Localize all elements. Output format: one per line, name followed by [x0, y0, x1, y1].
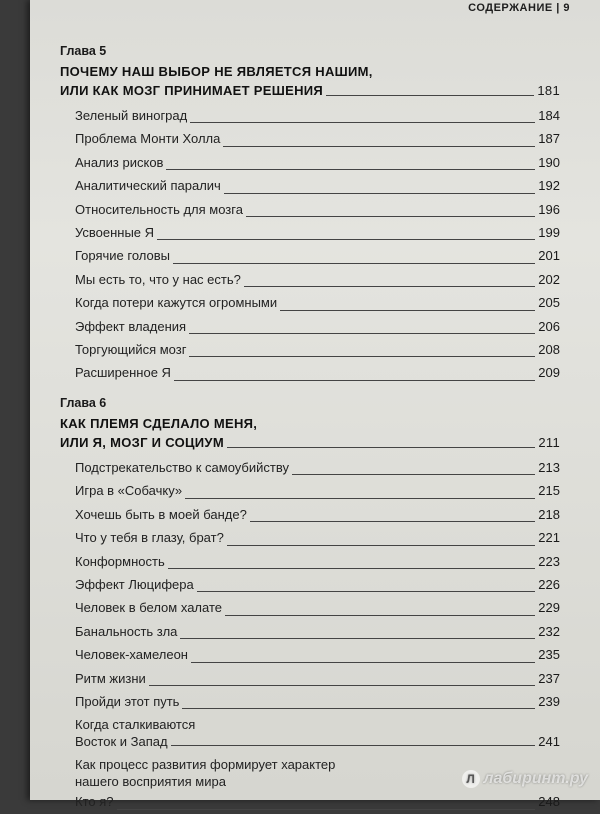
page-number: 226 [538, 577, 560, 593]
page-number: 218 [538, 506, 560, 522]
entry-line [75, 667, 560, 690]
entry-line [75, 198, 560, 221]
entry-title: Кто я? [75, 794, 114, 810]
toc-entry [75, 503, 560, 526]
entry-title: Ритм жизни [75, 670, 146, 686]
page-number: 208 [538, 342, 560, 358]
entry-title: Усвоенные Я [75, 225, 155, 241]
entry-line [75, 456, 560, 479]
entry-title: Конформность [75, 553, 165, 569]
entry-title: Пройди этот путь [75, 694, 180, 710]
leader-dots [174, 379, 535, 381]
entry-line [75, 526, 560, 549]
entry-line [75, 151, 560, 174]
chapter-title-line [60, 433, 560, 452]
toc-entry [75, 713, 560, 750]
entry-title: Аналитический паралич [75, 178, 221, 194]
entry-line [75, 244, 560, 267]
entry-line [75, 790, 560, 813]
chapter-title-text: ИЛИ КАК МОЗГ ПРИНИМАЕТ РЕШЕНИЯ [60, 83, 324, 98]
leader-dots [182, 707, 535, 709]
page-number: 223 [538, 553, 560, 569]
toc-entry [75, 291, 560, 314]
page-number: 213 [538, 460, 560, 475]
leader-dots [227, 544, 535, 546]
entry-list-tail [75, 713, 560, 813]
page-number: 241 [538, 734, 560, 750]
chapter-6 [60, 396, 560, 814]
entry-line [75, 550, 560, 573]
entry-title: Относительность для мозга [75, 201, 243, 217]
toc-entry [75, 550, 560, 573]
leader-dots [246, 215, 535, 217]
page-number: 205 [538, 295, 560, 311]
toc-entry [75, 479, 560, 502]
entry-title: Эффект Люцифера [75, 577, 194, 593]
watermark [462, 770, 588, 788]
entry-title: Проблема Монти Холла [75, 131, 221, 147]
entry-title: Анализ рисков [75, 154, 164, 170]
entry-line [75, 361, 560, 384]
leader-dots [244, 285, 535, 287]
chapter-title-line [60, 81, 560, 100]
entry-line [75, 127, 560, 150]
entry-title: Хочешь быть в моей банде? [75, 506, 247, 522]
page-number: 206 [538, 318, 560, 334]
watermark-text: лабиринт.ру [483, 770, 588, 787]
leader-dots [157, 238, 535, 240]
toc-entry [75, 338, 560, 361]
page-number: 229 [538, 600, 560, 616]
page-number: 209 [538, 365, 560, 381]
page-number: 211 [538, 435, 560, 450]
entry-line [75, 733, 560, 750]
page-number: 201 [538, 248, 560, 264]
page-number: 248 [538, 794, 560, 810]
entry-title: Зеленый виноград [75, 108, 188, 123]
labirint-logo-icon: Л [462, 770, 480, 788]
entry-title: Когда сталкиваются [75, 717, 196, 733]
toc-entry [75, 151, 560, 174]
leader-dots [225, 614, 535, 616]
entry-line [75, 573, 560, 596]
leader-dots [227, 446, 535, 448]
entry-title: Банальность зла [75, 623, 178, 639]
page-number: 232 [538, 623, 560, 639]
leader-dots [223, 145, 535, 147]
entry-title: нашего восприятия мира [75, 774, 226, 790]
leader-dots [168, 567, 536, 569]
entry-line [75, 620, 560, 643]
toc-entry [75, 573, 560, 596]
entry-title: Как процесс развития формирует характер [75, 757, 336, 773]
toc-entry [75, 127, 560, 150]
toc-entry [75, 174, 560, 197]
entry-title: Что у тебя в глазу, брат? [75, 530, 224, 546]
entry-line [75, 221, 560, 244]
chapter-title [60, 414, 560, 452]
leader-dots [190, 121, 535, 123]
page-number: 184 [538, 108, 560, 123]
entry-list [75, 456, 560, 713]
toc-entry [75, 456, 560, 479]
entry-line [75, 315, 560, 338]
leader-dots [166, 168, 535, 170]
chapter-label: Глава 5 [60, 44, 107, 58]
entry-line [75, 503, 560, 526]
entry-title: Торгующийся мозг [75, 342, 187, 358]
page-number: 199 [538, 225, 560, 241]
entry-list [75, 104, 560, 385]
book-page [30, 0, 600, 810]
entry-line [75, 291, 560, 314]
entry-title: Игра в «Собачку» [75, 483, 183, 499]
page-number: 181 [537, 83, 560, 98]
entry-title: Восток и Запад [75, 734, 168, 750]
entry-title: Эффект владения [75, 318, 187, 334]
leader-dots [224, 192, 535, 194]
entry-title: Когда потери кажутся огромными [75, 295, 278, 311]
leader-dots [191, 661, 535, 663]
entry-line [75, 338, 560, 361]
toc-entry [75, 244, 560, 267]
entry-line [75, 174, 560, 197]
toc-entry [75, 690, 560, 713]
entry-line [75, 596, 560, 619]
toc-entry [75, 221, 560, 244]
leader-dots [173, 262, 535, 264]
page-number: 235 [538, 647, 560, 663]
leader-dots [180, 637, 535, 639]
entry-line [75, 268, 560, 291]
leader-dots [117, 808, 536, 810]
chapter-title [60, 62, 560, 100]
page-number: 192 [538, 178, 560, 194]
chapter-label: Глава 6 [60, 396, 107, 410]
chapter-5 [60, 44, 560, 385]
page-number: 202 [538, 271, 560, 287]
toc-entry [75, 620, 560, 643]
toc-entry [75, 526, 560, 549]
toc-entry [75, 104, 560, 127]
leader-dots [292, 473, 535, 475]
entry-line [75, 479, 560, 502]
entry-title: Горячие головы [75, 248, 171, 264]
leader-dots [250, 520, 535, 522]
page-number: 239 [538, 694, 560, 710]
page-number: 187 [538, 131, 560, 147]
leader-dots [149, 684, 536, 686]
leader-dots [326, 94, 534, 96]
chapter-title-line: ПОЧЕМУ НАШ ВЫБОР НЕ ЯВЛЯЕТСЯ НАШИМ, [60, 64, 373, 79]
toc-entry [75, 643, 560, 666]
toc-entry [75, 596, 560, 619]
entry-line [75, 690, 560, 713]
toc-entry [75, 667, 560, 690]
toc-entry [75, 315, 560, 338]
leader-dots [280, 309, 535, 311]
entry-line [75, 104, 560, 127]
leader-dots [185, 497, 535, 499]
page-number: 221 [538, 530, 560, 546]
entry-title: Человек в белом халате [75, 600, 222, 616]
page-number: 190 [538, 154, 560, 170]
leader-dots [171, 744, 536, 746]
entry-line [75, 643, 560, 666]
page-number: 196 [538, 201, 560, 217]
leader-dots [189, 355, 535, 357]
leader-dots [189, 332, 535, 334]
entry-title: Расширенное Я [75, 365, 171, 381]
entry-title: Мы есть то, что у нас есть? [75, 271, 241, 287]
toc-entry [75, 268, 560, 291]
page-number: 237 [538, 670, 560, 686]
entry-title: Человек-хамелеон [75, 647, 188, 663]
toc-entry [75, 790, 560, 813]
chapter-title-text: ИЛИ Я, МОЗГ И СОЦИУМ [60, 435, 224, 450]
chapter-title-line: КАК ПЛЕМЯ СДЕЛАЛО МЕНЯ, [60, 416, 258, 431]
toc-entry [75, 361, 560, 384]
running-head: СОДЕРЖАНИЕ | 9 [468, 2, 570, 14]
leader-dots [197, 590, 536, 592]
toc-entry [75, 198, 560, 221]
entry-title: Подстрекательство к самоубийству [75, 460, 289, 475]
page-number: 215 [538, 483, 560, 499]
